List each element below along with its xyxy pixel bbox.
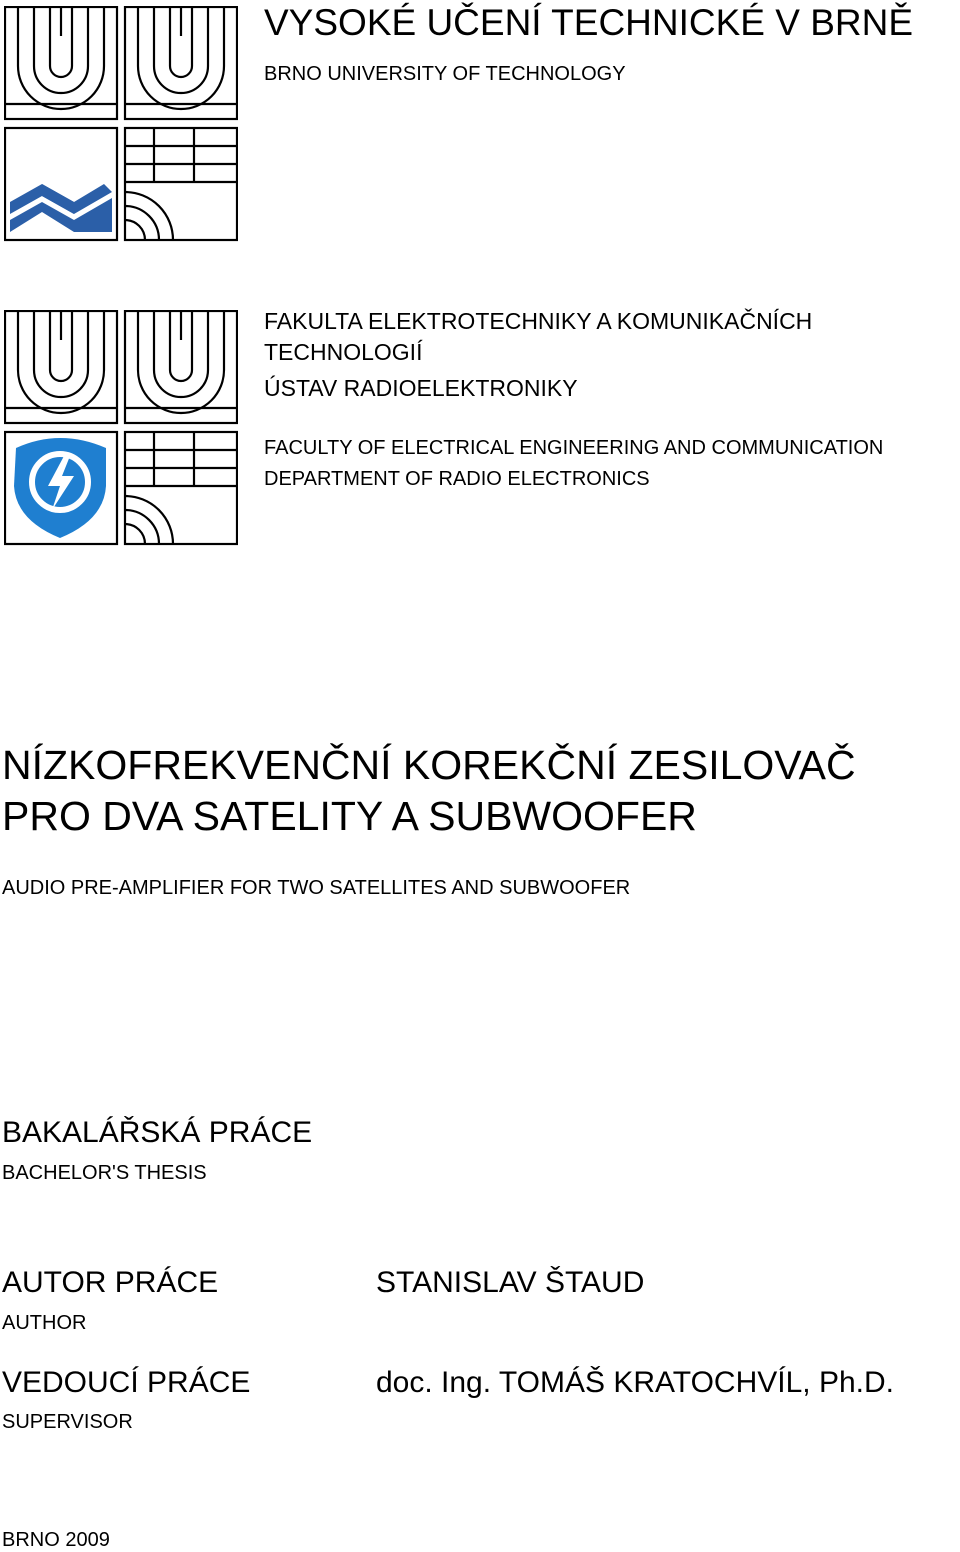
vut-logo — [4, 6, 238, 242]
author-label-cz: AUTOR PRÁCE — [2, 1266, 219, 1299]
faculty-name-cz: FAKULTA ELEKTROTECHNIKY A KOMUNIKAČNÍCH TECHNOLOGIÍ — [264, 308, 813, 365]
fekt-logo-icon — [4, 310, 238, 546]
thesis-type-cz: BAKALÁŘSKÁ PRÁCE — [2, 1116, 313, 1149]
supervisor-label-cz: VEDOUCÍ PRÁCE — [2, 1366, 251, 1399]
faculty-name-en: FACULTY OF ELECTRICAL ENGINEERING AND COMMUNICATION — [264, 437, 884, 459]
vut-logo-icon — [4, 6, 238, 242]
place-year: BRNO 2009 — [2, 1529, 110, 1551]
author-label-en: AUTHOR — [2, 1312, 87, 1334]
thesis-title-en: AUDIO PRE-AMPLIFIER FOR TWO SATELLITES AND SUBWOOFER — [2, 877, 631, 899]
department-name-en: DEPARTMENT OF RADIO ELECTRONICS — [264, 468, 650, 490]
thesis-title-cz: NÍZKOFREKVENČNÍ KOREKČNÍ ZESILOVAČ PRO DVA SATELITY A SUBWOOFER — [2, 742, 856, 839]
thesis-type-en: BACHELOR'S THESIS — [2, 1162, 207, 1184]
supervisor-label-en: SUPERVISOR — [2, 1411, 133, 1433]
department-name-cz: ÚSTAV RADIOELEKTRONIKY — [264, 375, 578, 401]
university-name-cz: VYSOKÉ UČENÍ TECHNICKÉ V BRNĚ — [264, 2, 914, 43]
fekt-logo — [4, 310, 238, 546]
university-name-en: BRNO UNIVERSITY OF TECHNOLOGY — [264, 63, 626, 85]
supervisor-name: doc. Ing. TOMÁŠ KRATOCHVÍL, Ph.D. — [376, 1366, 894, 1399]
author-name: STANISLAV ŠTAUD — [376, 1266, 645, 1299]
